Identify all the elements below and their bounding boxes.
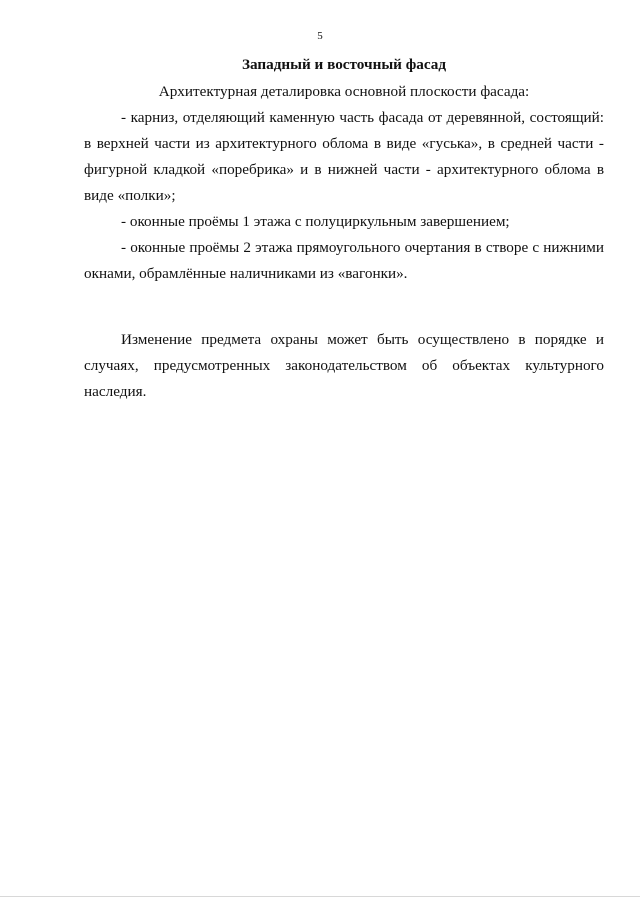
list-item-windows-floor-1: - оконные проёмы 1 этажа с полуциркульным завершением; (121, 213, 510, 230)
protection-note: Изменение предмета охраны может быть осуществлено в порядке и случаях, предусмотренных законодательством об объектах культурного наследия. (84, 331, 604, 400)
list-item-cornice: - карниз, отделяющий каменную часть фасада от деревянной, состоящий: в верхней части из архитектурного облома в виде «гуська», в средней части - фигурной кладкой «поребрика» и в нижней части - архитектурного облома в виде «полки»; (84, 109, 604, 204)
page-number: 5 (317, 30, 323, 42)
document-body (84, 53, 604, 405)
list-item-windows-floor-2: - оконные проёмы 2 этажа прямоугольного очертания в створе с нижними окнами, обрамлённые наличниками из «вагонки». (84, 239, 604, 282)
page-bottom-divider (0, 896, 640, 897)
section-title: Западный и восточный фасад (241, 56, 447, 73)
section-subtitle: Архитектурная деталировка основной плоскости фасада: (158, 83, 530, 100)
